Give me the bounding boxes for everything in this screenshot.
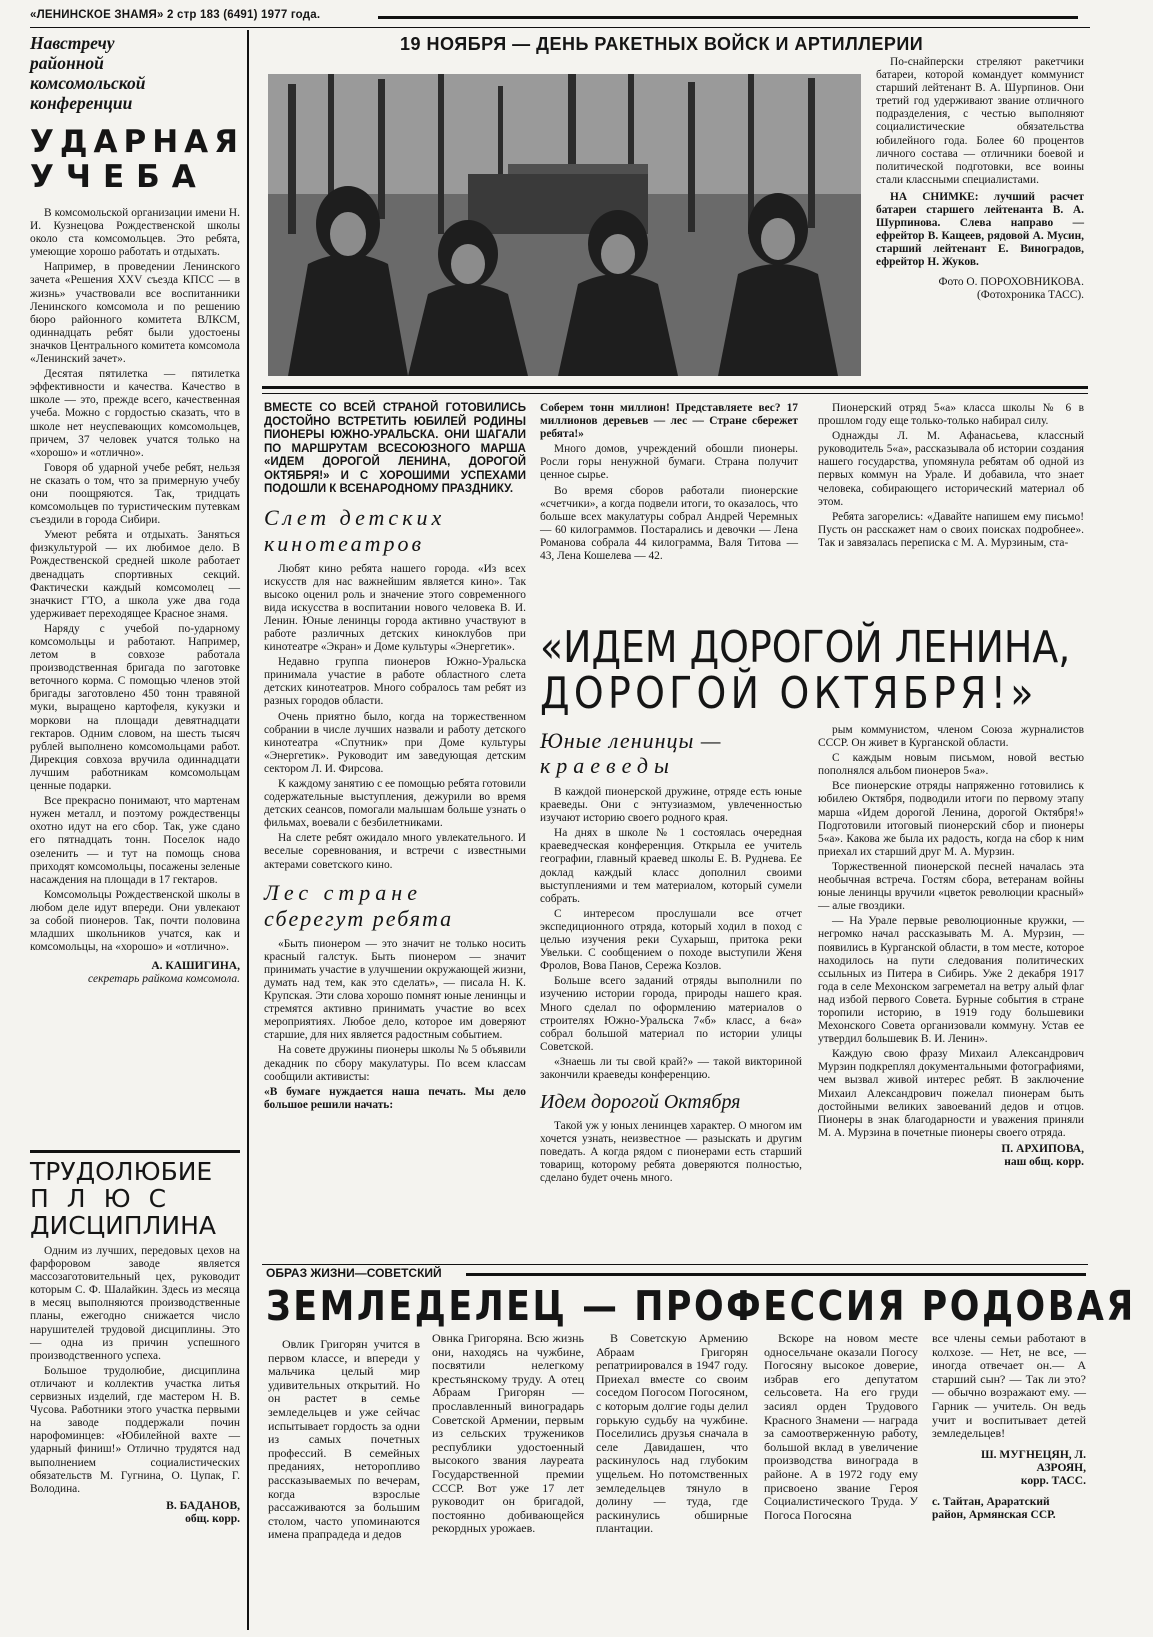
bottom-col-5 (932, 1332, 1086, 1522)
article-udarnaya-body (30, 207, 240, 954)
masthead-rule-thin (30, 27, 1090, 28)
paragraph: На слете ребят ожидало много увлекательного. И веселые соревнования, и встречи с известными актерами советского кино. (264, 832, 526, 871)
subhead-kinoteatrov-2: кинотеатров (264, 530, 425, 556)
big-headline-line1: «ИДЕМ ДОРОГОЙ ЛЕНИНА, (540, 622, 1071, 673)
paragraph: На совете дружины пионеры школы № 5 объявили декадник по сбору макулатуры. По всем классам сообщили активисты: (264, 1044, 526, 1083)
paragraph: В Советскую Армению Абраам Григорян репатриировался в 1947 году. Приехал вместе со своим соседом Погосом Погосяном, с которым долгие годы делил горькую судьбу на чужбине. Поселились друзья сначала в селе Давидашен, что раскинулось над глубоким ущельем. Но потомственных земледельцев тянуло в долину — туда, где раскинулись обширные плантации. (596, 1331, 748, 1536)
left-column (30, 33, 245, 986)
kinoteatrov-body (264, 563, 526, 872)
top-banner: 19 НОЯБРЯ — ДЕНЬ РАКЕТНЫХ ВОЙСК И АРТИЛЛЕРИИ (400, 34, 924, 54)
photo-credit: Фото О. ПОРОХОВНИКОВА. (938, 275, 1084, 288)
headline-udarnaya: УДАРНАЯ (30, 124, 245, 160)
paragraph: Овлик Григорян учится в первом классе, и впереди у мальчика целый мир удивительных открытий. Но он растет в семье земледельцев и уже сейчас испытывает гордость за одни из самых почетных профессий. В семейных преданиях, неторопливо рассказываемых по вечерам, когда взрослые рассаживаются за большим столом, часто упоминаются имена прапрадеда и дедов (268, 1337, 420, 1542)
subhead-oktyabrya: Идем дорогой Октября (540, 1091, 741, 1114)
left-divider (30, 1150, 240, 1153)
bottom-col-1 (268, 1338, 420, 1544)
paragraph: Комсомольцы Рождественской школы в любом деле идут впереди. Они увлекают за собой пионеров. Так, почти половина младших школьников учатся, как и комсомольцы, на «хорошо» и «отлично». (30, 888, 240, 954)
paragraph: Пионерский отряд 5«а» класса школы № 6 в прошлом году еще только-только набирал силу. (818, 402, 1084, 428)
paragraph: Десятая пятилетка — пятилетка эффективности и качества. Качество в школе — это, прежде всего, качественная учеба. Можно с гордостью сказать, что в школе нет неуспевающих комсомольцев, причем, 37 человек учатся только на «хорошо» и «отлично». (30, 368, 240, 459)
pioneer-column-1 (264, 402, 526, 1114)
paragraph: Вскоре на новом месте односельчане оказали Погосу Погосяну высокое доверие, избрав его депутатом сельсовета. На его груди засиял орден Трудового Красного Знамени — награда за самоотверженную работу, большой вклад в увеличение производства винограда в районе. А в 1972 году ему присвоено звание Героя Социалистического Труда. У Погоса Погосяна (764, 1331, 918, 1522)
quote: «В бумаге нуждается наша печать. Мы дело большое решили начать: (264, 1085, 526, 1111)
paragraph: Ребята загорелись: «Давайте напишем ему письмо! Пусть он расскажет нам о своих поисках подробнее». Так и завязалась переписка с М. А. Мурзиным, ста- (818, 510, 1084, 549)
paragraph: Больше всего заданий отряды выполнили по изучению истории города, природы нашего края. Много сделал по оформлению материалов о строителях Южно-Уральска 7«б» класс, а 6«а» собрал большой материал по истории улицы Советской. (540, 975, 802, 1053)
signature-tass-role: корр. ТАСС. (1020, 1474, 1086, 1487)
caption-snimke: НА СНИМКЕ: лучший расчет батареи старшего лейтенанта В. А. Шурпинова. Слева направо — ефрейтор В. Кащеев, рядовой А. Мусин, старший лейтенант Е. Виноградов, ефрейтор Н. Жуков. (876, 190, 1084, 269)
paragraph: Говоря об ударной учебе ребят, нельзя не сказать о том, что за примерную учебу они поощряются. Так, тридцать комсомольцев по туристическим путевкам съездили в города Сибири. (30, 461, 240, 527)
kraevedy-body (540, 786, 802, 1082)
headline-trudolyubie: ТРУДОЛЮБИЕ (30, 1157, 213, 1186)
subhead-kraevedy: краеведы (540, 753, 675, 778)
photo-credit-agency: (Фотохроника ТАСС). (976, 288, 1084, 301)
bottom-col-4 (764, 1332, 918, 1524)
masthead-rule (378, 16, 1078, 19)
headline-disciplina: ДИСЦИПЛИНА (30, 1211, 216, 1240)
photo-rule-thin (262, 393, 1088, 394)
paragraph: Однажды Л. М. Афанасьева, классный руководитель 5«а», рассказывала об истории создания нашего государства, упомянула ребятам об одной из первых коммун на Урале. И добавила, что знает человека, собирающего исторический материал об этом. (818, 430, 1084, 508)
masthead: «ЛЕНИНСКОЕ ЗНАМЯ» 2 стр 183 (6491) 1977 года. (30, 9, 321, 21)
paragraph: Во время сборов работали пионерские «счетчики», а когда подвели итоги, то оказалось, что больше всех макулатуры собрал Андрей Черемных — 60 килограммов. Постарались и девочки — Лена Романова собрала 44 килограмма, Валя Титова — 43, Лена Кошелева — 42. (540, 484, 798, 563)
paragraph: все члены семьи работают в колхозе. — Нет, не все, — иногда отвечает он.— А старший сын? — Так ли это? — обычно возражают ему. — Гарник — учитель. Он ведь учит и воспитывает детей земледельцев! (932, 1331, 1086, 1441)
paragraph: — На Урале первые революционные кружки, — негромко начал рассказывать М. А. Мурзин, — появились в Курганской области, в том месте, которое находилось на пути следования политических ссыльных из Питера в Сибирь. Уже 2 декабря 1917 года в селе Мехонском загреметал на ветру алый флаг над избой первого Совета. Бурные события в стране торопили историю, в 1919 году большевики Мехонского Совета организовали коммуну. Устав ее утвердил большевик В. И. Ленин». (818, 915, 1084, 1046)
headline-ucheba: УЧЕБА (30, 159, 208, 195)
bottom-rule (262, 1264, 1088, 1265)
paragraph: рым коммунистом, членом Союза журналистов СССР. Он живет в Курганской области. (818, 724, 1084, 750)
verse: Соберем тонн миллион! Представляете вес? 17 миллионов деревьев — лес — Стране сбережет ребята!» (540, 402, 798, 441)
photo-caption (876, 56, 1084, 302)
paragraph: Наряду с учебой по-ударному комсомольцы и работают. Например, летом в совхозе работала производственная бригада по заготовке веточного корма. С помощью членов этой бригады заготовлено 450 тонн травяной муки, выращено картофеля, кукузки и моркови на площади девятнадцати гектаров. Одним словом, на шесть тысяч рублей выполнено комсомольцами работ. Дирекция совхоза вручила одиннадцати лучшим работникам комсомольцам ценные подарки. (30, 622, 240, 793)
paragraph: К каждому занятию с ее помощью ребята готовили содержательные выступления, дежурили во время детских сеансов, помогали малышам больше узнать о фильмах, воевали с безбилетниками. (264, 778, 526, 830)
paragraph: В каждой пионерской дружине, отряде есть юные краеведы. Они с энтузиазмом, увлеченностью изучают историю своего родного края. (540, 786, 802, 825)
signature-tass: Ш. МУГНЕЦЯН, Л. АЗРОЯН, (981, 1448, 1086, 1474)
oktyabrya-body (540, 1120, 802, 1185)
paragraph: С каждым новым письмом, новой вестью пополнялся альбом пионеров 5«а». (818, 752, 1084, 778)
paragraph: Торжественной пионерской песней началась эта необычная встреча. Гостям сбора, ветеранам войны юные ленинцы вручили «цветок революции красный» — алые гвоздики. (818, 860, 1084, 913)
pioneer-column-3 (818, 402, 1084, 552)
rocket-troops-photo (268, 74, 861, 376)
bottom-headline: ЗЕМЛЕДЕЛЕЦ — ПРОФЕССИЯ РОДОВАЯ (266, 1282, 1136, 1330)
signature-badanov: В. БАДАНОВ, (166, 1499, 240, 1512)
paragraph: Одним из лучших, передовых цехов на фарфоровом заводе является массозаготовительный цех, руководит которым С. Ф. Шалайкин. Здесь из месяца в месяц выполняются производственные планы, ежегодно снижается число нарушителей трудовой дисциплины. Это — одна из причин успешного производственного успеха. (30, 1245, 240, 1362)
murzin-body (818, 724, 1084, 1140)
big-headline-line2: ДОРОГОЙ ОКТЯБРЯ!» (540, 668, 1038, 719)
column-rule (247, 30, 249, 1630)
paragraph: Каждую свою фразу Михаил Александрович Мурзин подкреплял документальными фотографиями, чем вызвал живой интерес ребят. В заключение Михаил Александрович пожелал пионерам быть достойными великих завоеваний дедов и отцов. Пионеры в знак благодарности и уважения приняли М. А. Мурзина в почетные пионеры своего отряда. (818, 1048, 1084, 1139)
paragraph: Умеют ребята и отдыхать. Заняться физкультурой — их любимое дело. В Рождественской средней школе работает двенадцать спортивных секций. Фактически каждый комсомолец — значкист ГТО, а школа уже два года удерживает переходящее Красное знамя. (30, 529, 240, 620)
paragraph: С интересом прослушали все отчет экспедиционного отряда, который ходил в поход с целью изучения реки Сухарыш, притока реки Увельки. С сообщением о походе выступили Женя Фролов, Вова Панов, Сережа Козлов. (540, 907, 802, 973)
signature-kashigina-role: секретарь райкома комсомола. (88, 973, 240, 986)
bottom-col-2 (432, 1332, 584, 1538)
paragraph: Много домов, учреждений обошли пионеры. Росли горы ненужной бумаги. Страна получит ценное сырье. (540, 443, 798, 482)
photo-illustration (268, 74, 861, 376)
paragraph: Большое трудолюбие, дисциплина отличают и коллектив участка литья сервизных изделий, где мастером Н. В. Чусова. Работники этого участка первыми на заводе поддержали почин нарофоминцев: «Юбилейной вахте — ударный финиш!» Отлично трудятся над выполнением социалистических обязательств М. Гугнина, О. Цупак, Г. Володина. (30, 1364, 240, 1495)
paragraph: Такой уж у юных ленинцев характер. О многом им хочется узнать, неизвестное — разыскать и другим поведать. А когда рядом с пионерами есть старший товарищ, которому ребята доверяются полностью, сделано будет очень много. (540, 1120, 802, 1185)
dateline: с. Тайтан, Араратский район, Армянская ССР. (932, 1495, 1056, 1521)
paragraph: Например, в проведении Ленинского зачета «Решения XXV съезда КПСС — в жизнь» участвовали все воспитанники Ленинского комсомола и по решению бюро районного комитета ВЛКСМ, одиннадцать ребят были удостоены значков Центрального комитета комсомола «Ленинский зачет». (30, 261, 240, 366)
paragraph: Все пионерские отряды напряженно готовились к юбилею Октября, подводили итоги по первому этапу марша «Идем дорогой Ленина, дорогой Октября!» Подготовили итоговый пионерский сбор и пионеры 5«а». Какова же была их радость, когда на сбор к ним приехал их старший друг М. А. Мурзин. (818, 780, 1084, 858)
caption-text: По-снайперски стреляют ракетчики батареи, которой командует коммунист старший лейтенант В. А. Шурпинов. Они третий год удерживают звание отличного подразделения, с честью выполняют социалистические обязательства юбилейного года. Более 60 процентов личного состава — отличники боевой и политической подготовки, все воины стали классными специалистами. (876, 56, 1084, 186)
kicker: Навстречу районной комсомольской конференции (30, 33, 146, 113)
left-column-lower (30, 1158, 240, 1526)
young-leninists-right-column (818, 724, 1084, 1169)
bottom-rubric: ОБРАЗ ЖИЗНИ—СОВЕТСКИЙ (266, 1266, 448, 1280)
signature-arkhipova: П. АРХИПОВА, (1001, 1142, 1084, 1155)
signature-badanov-role: общ. корр. (185, 1512, 240, 1525)
signature-kashigina: А. КАШИГИНА, (151, 960, 240, 973)
les-body (264, 938, 526, 1112)
pioneer-lead: ВМЕСТЕ СО ВСЕЙ СТРАНОЙ ГОТОВИЛИСЬ ДОСТОЙНО ВСТРЕТИТЬ ЮБИЛЕЙ РОДИНЫ ПИОНЕРЫ ЮЖНО-УРАЛЬСКА. ОНИ ШАГАЛИ ПО МАРШРУТАМ ВСЕСОЮЗНОГО МАРША «ИДЕМ ДОРОГОЙ ЛЕНИНА, ДОРОГОЙ ОКТЯБРЯ!» И С ХОРОШИМИ УСПЕХАМИ ПОДОШЛИ К ВСЕНАРОДНОМУ ПРАЗДНИКУ. (264, 402, 526, 495)
paragraph: Любят кино ребята нашего города. «Из всех искусств для нас важнейшим является кино». Так высоко оценил роль и значение этого современного вида искусства в воспитании нового человека В. И. Ленин. Юные ленинцы города активно участвуют в работе различных детских киноклубов при кинотеатре «Экран» и Доме культуры «Энергетик». (264, 562, 526, 654)
signature-arkhipova-role: наш общ. корр. (1004, 1155, 1084, 1168)
paragraph: «Знаешь ли ты свой край?» — такой викториной закончили краеведы конференцию. (540, 1055, 802, 1081)
paragraph: «Быть пионером — это значит не только носить красный галстук. Быть пионером — значит принимать участие в улучшении окружающей жизни, думать над тем, как это сделать», — писала Н. К. Крупская. Эти слова хорошо помнят юные ленинцы и стремятся активно принимать участие во всех мероприятиях. Любое дело, которое им доверяют старшие, для них является радостным событием. (264, 937, 526, 1042)
bottom-col-3 (596, 1332, 748, 1538)
subhead-les-2: сберегут ребята (264, 905, 454, 931)
rubric-rule (466, 1273, 1086, 1276)
article-trudolyubie-body (30, 1245, 240, 1496)
subhead-yunye: Юные ленинцы — (540, 728, 722, 753)
subhead-les-1: Лес стране (264, 879, 422, 905)
photo-rule (262, 386, 1088, 389)
paragraph: Недавно группа пионеров Южно-Уральска принимала участие в работе областного слета детских кинотеатров. Много собралось там ребят из разных городов области. (264, 656, 526, 708)
paragraph: В комсомольской организации имени Н. И. Кузнецова Рождественской школы около ста комсомольцев. Это ребята, умеющие хорошо работать и отдыхать. (30, 207, 240, 259)
young-leninists-column (540, 728, 802, 1188)
subhead-kinoteatrov-1: Слет детских (264, 504, 446, 530)
headline-plyus: ПЛЮС (30, 1184, 185, 1213)
paragraph: Овнка Григоряна. Всю жизнь они, находясь на чужбине, посвятили нелегкому крестьянскому труду. А отец Абраам Григорян — прославленный виноградарь Советской Армении, первым из сельских тружеников республики удостоенный высокого звания лауреата Государственной премии СССР. Вот уже 17 лет руководит он бригадой, постоянно добивающейся рекордных урожаев. (432, 1331, 584, 1536)
paragraph: Очень приятно было, когда на торжественном собрании в числе лучших назвали и работу детского кинотеатра «Спутник» при Доме культуры «Энергетик». Руководит им заведующая детским сектором Л. И. Фирсова. (264, 710, 526, 775)
paragraph: Все прекрасно понимают, что мартенам нужен металл, и поэтому рождественцы охотно идут на его сбор. Так, уже сдано его пятнадцать тонн. Поселок надо озеленить — и тут на помощь снова приходят комсомольцы, посажены зеленые насаждения на площади в 17 гектаров. (30, 795, 240, 886)
paragraph: На днях в школе № 1 состоялась очередная краеведческая конференция. Открыла ее учитель географии, главный краевед школы Е. В. Руднева. Ее доклад каждый класс дополнил своими выступлениями и тем материалом, который сумели собрать. (540, 827, 802, 905)
pioneer-column-2 (540, 402, 798, 565)
